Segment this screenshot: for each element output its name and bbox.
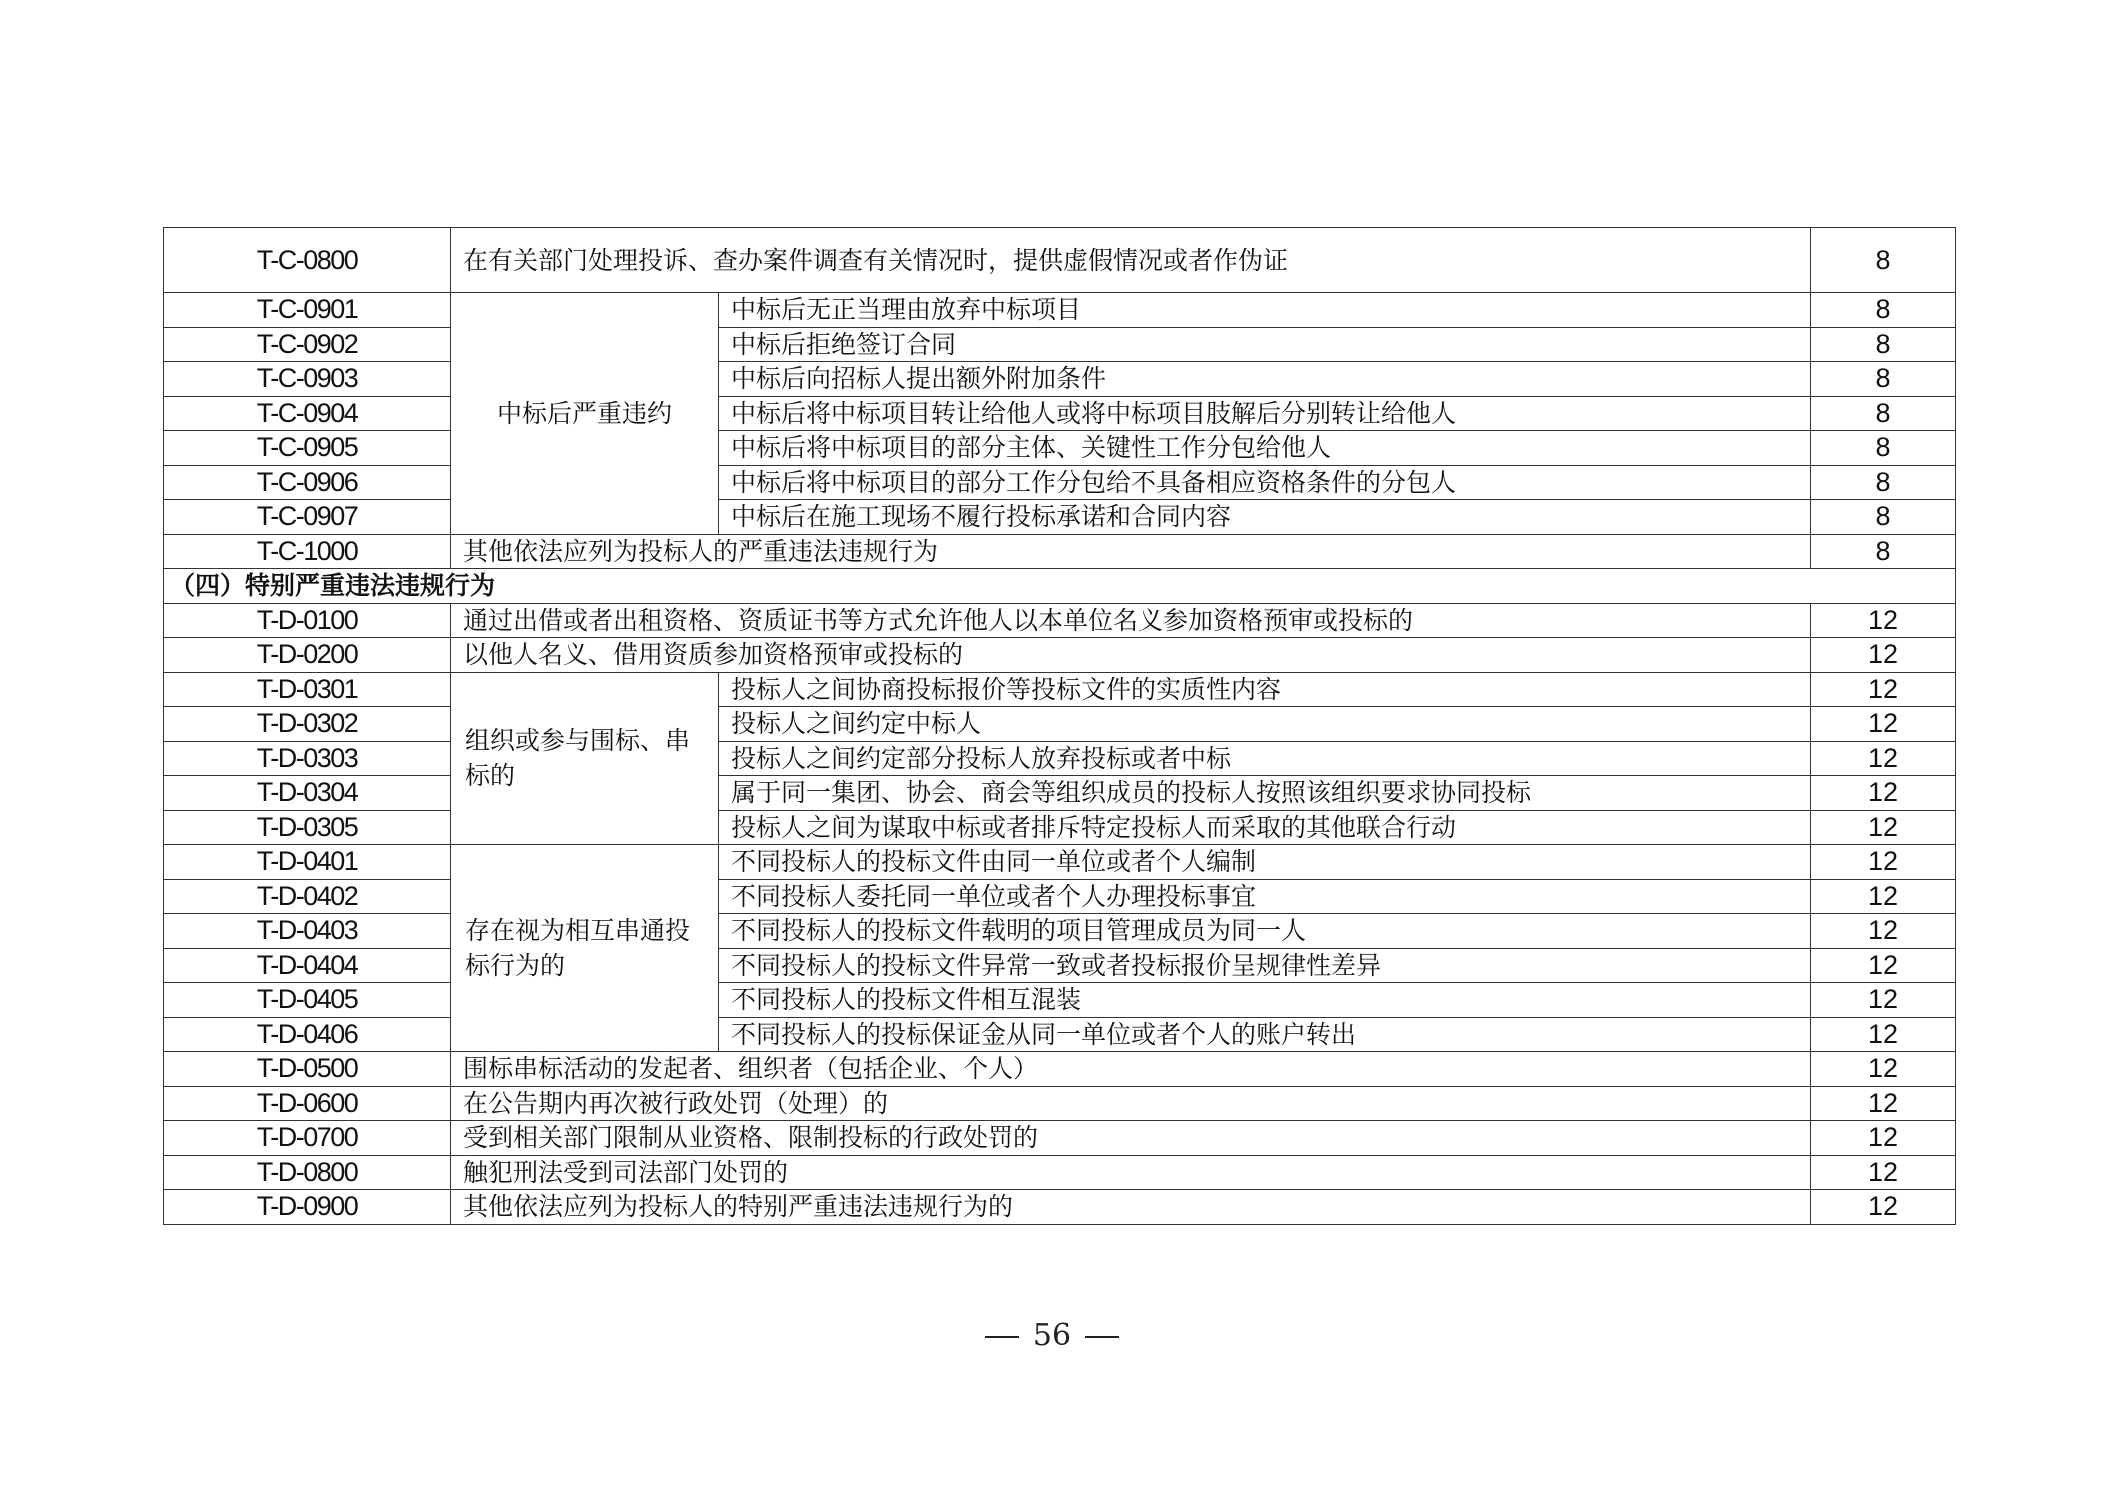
score-cell: 12 (1811, 914, 1956, 949)
score-cell: 8 (1811, 396, 1956, 431)
code-cell: T-C-0901 (164, 293, 451, 328)
table-row (164, 1086, 1956, 1121)
score-cell: 12 (1811, 707, 1956, 742)
table-row (164, 776, 1956, 811)
code-cell: T-D-0302 (164, 707, 451, 742)
code-cell: T-C-0903 (164, 362, 451, 397)
score-cell: 12 (1811, 879, 1956, 914)
table-row (164, 983, 1956, 1018)
code-cell: T-D-0303 (164, 741, 451, 776)
table-row (164, 672, 1956, 707)
score-cell: 8 (1811, 431, 1956, 466)
table-row (164, 534, 1956, 569)
table-row (164, 465, 1956, 500)
code-cell: T-C-1000 (164, 534, 451, 569)
code-cell: T-D-0403 (164, 914, 451, 949)
score-cell: 8 (1811, 228, 1956, 293)
category-cell: 组织或参与围标、串标的 (451, 672, 719, 845)
table-row (164, 500, 1956, 535)
code-cell: T-C-0902 (164, 327, 451, 362)
score-cell: 8 (1811, 327, 1956, 362)
section-heading: （四）特别严重违法违规行为 (164, 569, 1956, 604)
score-cell: 12 (1811, 672, 1956, 707)
score-cell: 12 (1811, 638, 1956, 673)
score-cell: 8 (1811, 500, 1956, 535)
item-cell: 不同投标人的投标保证金从同一单位或者个人的账户转出 (719, 1017, 1811, 1052)
code-cell: T-C-0800 (164, 228, 451, 293)
table-row (164, 1017, 1956, 1052)
table-row (164, 1155, 1956, 1190)
page-number: 56 (1032, 1318, 1072, 1353)
item-cell: 投标人之间为谋取中标或者排斥特定投标人而采取的其他联合行动 (719, 810, 1811, 845)
category-cell: 中标后严重违约 (451, 293, 719, 535)
footer-dash-left (985, 1336, 1019, 1338)
score-cell: 12 (1811, 776, 1956, 811)
code-cell: T-D-0600 (164, 1086, 451, 1121)
table-row (164, 948, 1956, 983)
table-row (164, 1190, 1956, 1225)
score-cell: 12 (1811, 1190, 1956, 1225)
item-cell: 中标后将中标项目的部分主体、关键性工作分包给他人 (719, 431, 1811, 466)
code-cell: T-D-0100 (164, 603, 451, 638)
table-row (164, 396, 1956, 431)
category-cell: 存在视为相互串通投标行为的 (451, 845, 719, 1052)
category-cell: 其他依法应列为投标人的特别严重违法违规行为的 (451, 1190, 1811, 1225)
code-cell: T-C-0906 (164, 465, 451, 500)
code-cell: T-D-0500 (164, 1052, 451, 1087)
item-cell: 属于同一集团、协会、商会等组织成员的投标人按照该组织要求协同投标 (719, 776, 1811, 811)
table-row (164, 362, 1956, 397)
item-cell: 投标人之间约定部分投标人放弃投标或者中标 (719, 741, 1811, 776)
item-cell: 中标后将中标项目的部分工作分包给不具备相应资格条件的分包人 (719, 465, 1811, 500)
item-cell: 不同投标人的投标文件由同一单位或者个人编制 (719, 845, 1811, 880)
code-cell: T-C-0904 (164, 396, 451, 431)
code-cell: T-D-0304 (164, 776, 451, 811)
category-cell: 通过出借或者出租资格、资质证书等方式允许他人以本单位名义参加资格预审或投标的 (451, 603, 1811, 638)
score-cell: 12 (1811, 603, 1956, 638)
table-row (164, 603, 1956, 638)
item-cell: 不同投标人委托同一单位或者个人办理投标事宜 (719, 879, 1811, 914)
score-cell: 12 (1811, 1121, 1956, 1156)
item-cell: 不同投标人的投标文件相互混装 (719, 983, 1811, 1018)
item-cell: 中标后将中标项目转让给他人或将中标项目肢解后分别转让给他人 (719, 396, 1811, 431)
table-row (164, 810, 1956, 845)
code-cell: T-D-0800 (164, 1155, 451, 1190)
page-footer (0, 1318, 2104, 1353)
score-cell: 12 (1811, 948, 1956, 983)
code-cell: T-D-0301 (164, 672, 451, 707)
score-cell: 12 (1811, 1017, 1956, 1052)
item-cell: 中标后拒绝签订合同 (719, 327, 1811, 362)
score-cell: 12 (1811, 1052, 1956, 1087)
code-cell: T-D-0405 (164, 983, 451, 1018)
item-cell: 投标人之间约定中标人 (719, 707, 1811, 742)
score-cell: 8 (1811, 465, 1956, 500)
score-cell: 12 (1811, 845, 1956, 880)
category-cell: 围标串标活动的发起者、组织者（包括企业、个人） (451, 1052, 1811, 1087)
score-cell: 12 (1811, 983, 1956, 1018)
code-cell: T-C-0907 (164, 500, 451, 535)
table-row (164, 845, 1956, 880)
code-cell: T-D-0200 (164, 638, 451, 673)
table-row (164, 431, 1956, 466)
code-cell: T-D-0402 (164, 879, 451, 914)
table-row (164, 1121, 1956, 1156)
code-cell: T-D-0406 (164, 1017, 451, 1052)
code-cell: T-C-0905 (164, 431, 451, 466)
table-row (164, 914, 1956, 949)
violation-table (163, 227, 1956, 1225)
item-cell: 中标后在施工现场不履行投标承诺和合同内容 (719, 500, 1811, 535)
table-row (164, 741, 1956, 776)
item-cell: 不同投标人的投标文件异常一致或者投标报价呈规律性差异 (719, 948, 1811, 983)
section-row (164, 569, 1956, 604)
score-cell: 12 (1811, 741, 1956, 776)
code-cell: T-D-0305 (164, 810, 451, 845)
code-cell: T-D-0700 (164, 1121, 451, 1156)
table-row (164, 228, 1956, 293)
item-cell: 中标后无正当理由放弃中标项目 (719, 293, 1811, 328)
category-cell: 受到相关部门限制从业资格、限制投标的行政处罚的 (451, 1121, 1811, 1156)
table-row (164, 638, 1956, 673)
score-cell: 12 (1811, 1155, 1956, 1190)
category-cell: 在公告期内再次被行政处罚（处理）的 (451, 1086, 1811, 1121)
category-cell: 在有关部门处理投诉、查办案件调查有关情况时，提供虚假情况或者作伪证 (451, 228, 1811, 293)
score-cell: 8 (1811, 534, 1956, 569)
item-cell: 投标人之间协商投标报价等投标文件的实质性内容 (719, 672, 1811, 707)
code-cell: T-D-0404 (164, 948, 451, 983)
code-cell: T-D-0900 (164, 1190, 451, 1225)
item-cell: 不同投标人的投标文件载明的项目管理成员为同一人 (719, 914, 1811, 949)
category-cell: 触犯刑法受到司法部门处罚的 (451, 1155, 1811, 1190)
score-cell: 12 (1811, 810, 1956, 845)
table-row (164, 293, 1956, 328)
score-cell: 12 (1811, 1086, 1956, 1121)
item-cell: 中标后向招标人提出额外附加条件 (719, 362, 1811, 397)
code-cell: T-D-0401 (164, 845, 451, 880)
table-row (164, 707, 1956, 742)
category-cell: 其他依法应列为投标人的严重违法违规行为 (451, 534, 1811, 569)
table-row (164, 327, 1956, 362)
table-row (164, 879, 1956, 914)
score-cell: 8 (1811, 362, 1956, 397)
category-cell: 以他人名义、借用资质参加资格预审或投标的 (451, 638, 1811, 673)
footer-dash-right (1085, 1336, 1119, 1338)
score-cell: 8 (1811, 293, 1956, 328)
table-row (164, 1052, 1956, 1087)
